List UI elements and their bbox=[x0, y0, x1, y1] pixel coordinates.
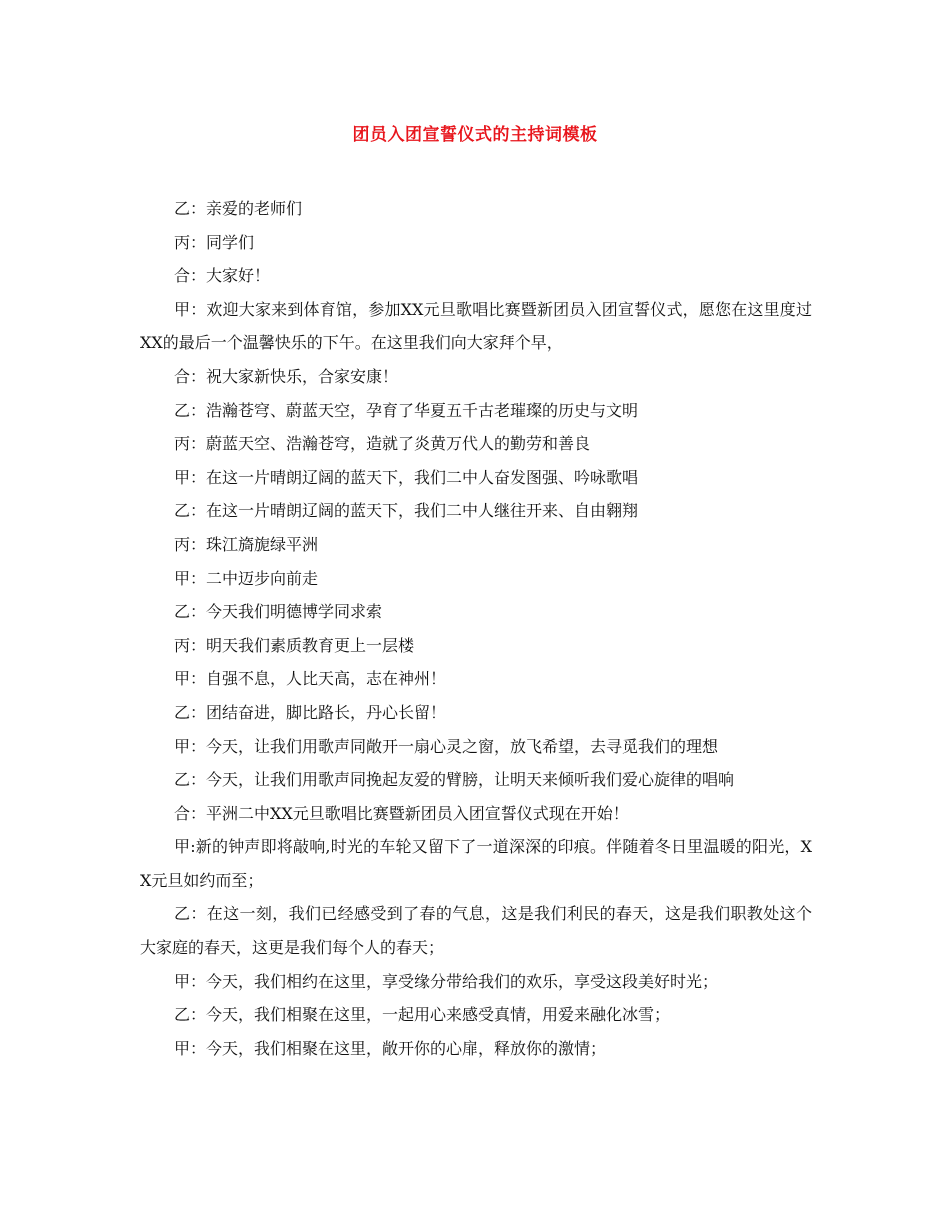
script-line: 乙：今天我们明德博学同求索 bbox=[174, 602, 383, 622]
script-line: 甲：自强不息，人比天高，志在神州！ bbox=[174, 669, 447, 689]
script-line: 乙：在这一片晴朗辽阔的蓝天下，我们二中人继往开来、自由翱翔 bbox=[174, 501, 639, 521]
script-line: 丙：同学们 bbox=[174, 232, 255, 252]
script-line: 合：平洲二中XX元旦歌唱比赛暨新团员入团宣誓仪式现在开始！ bbox=[174, 803, 629, 823]
script-line: 乙：今天，我们相聚在这里，一起用心来感受真情，用爱来融化冰雪； bbox=[174, 1005, 671, 1025]
document-body bbox=[140, 192, 812, 1065]
script-line: 乙：今天，让我们用歌声同挽起友爱的臂膀，让明天来倾听我们爱心旋律的唱响 bbox=[174, 770, 735, 790]
script-line: 甲：今天，让我们用歌声同敞开一扇心灵之窗，放飞希望，去寻觅我们的理想 bbox=[174, 736, 719, 756]
document-title: 团员入团宣誓仪式的主持词模板 bbox=[352, 125, 598, 145]
script-line: 甲：欢迎大家来到体育馆，参加XX元旦歌唱比赛暨新团员入团宣誓仪式，愿您在这里度过XX的最后一个温馨快乐的下午。在这里我们向大家拜个早， bbox=[140, 299, 812, 353]
script-line: 丙：明天我们素质教育更上一层楼 bbox=[174, 635, 415, 655]
script-line: 合：大家好！ bbox=[174, 266, 271, 286]
script-line: 乙：团结奋进，脚比路长，丹心长留！ bbox=[174, 702, 447, 722]
script-line: 甲：二中迈步向前走 bbox=[174, 568, 319, 588]
script-line: 乙：浩瀚苍穹、蔚蓝天空，孕育了华夏五千古老璀璨的历史与文明 bbox=[174, 400, 639, 420]
script-line: 丙：蔚蓝天空、浩瀚苍穹，造就了炎黄万代人的勤劳和善良 bbox=[174, 434, 591, 454]
script-line: 乙：在这一刻，我们已经感受到了春的气息，这是我们利民的春天，这是我们职教处这个大家庭的春天，这更是我们每个人的春天； bbox=[140, 904, 812, 958]
script-line: 乙：亲爱的老师们 bbox=[174, 199, 303, 218]
script-line: 丙：珠江旖旎绿平洲 bbox=[174, 534, 319, 554]
script-line: 甲：今天，我们相约在这里，享受缘分带给我们的欢乐，享受这段美好时光； bbox=[174, 971, 719, 991]
script-line: 甲：今天，我们相聚在这里，敞开你的心扉，释放你的激情； bbox=[174, 1038, 607, 1058]
script-line: 甲:新的钟声即将敲响,时光的车轮又留下了一道深深的印痕。伴随着冬日里温暖的阳光，XX元旦如约而至； bbox=[140, 837, 812, 890]
script-line: 合：祝大家新快乐，合家安康！ bbox=[174, 366, 399, 386]
script-line: 甲：在这一片晴朗辽阔的蓝天下，我们二中人奋发图强、吟咏歌唱 bbox=[174, 467, 639, 487]
